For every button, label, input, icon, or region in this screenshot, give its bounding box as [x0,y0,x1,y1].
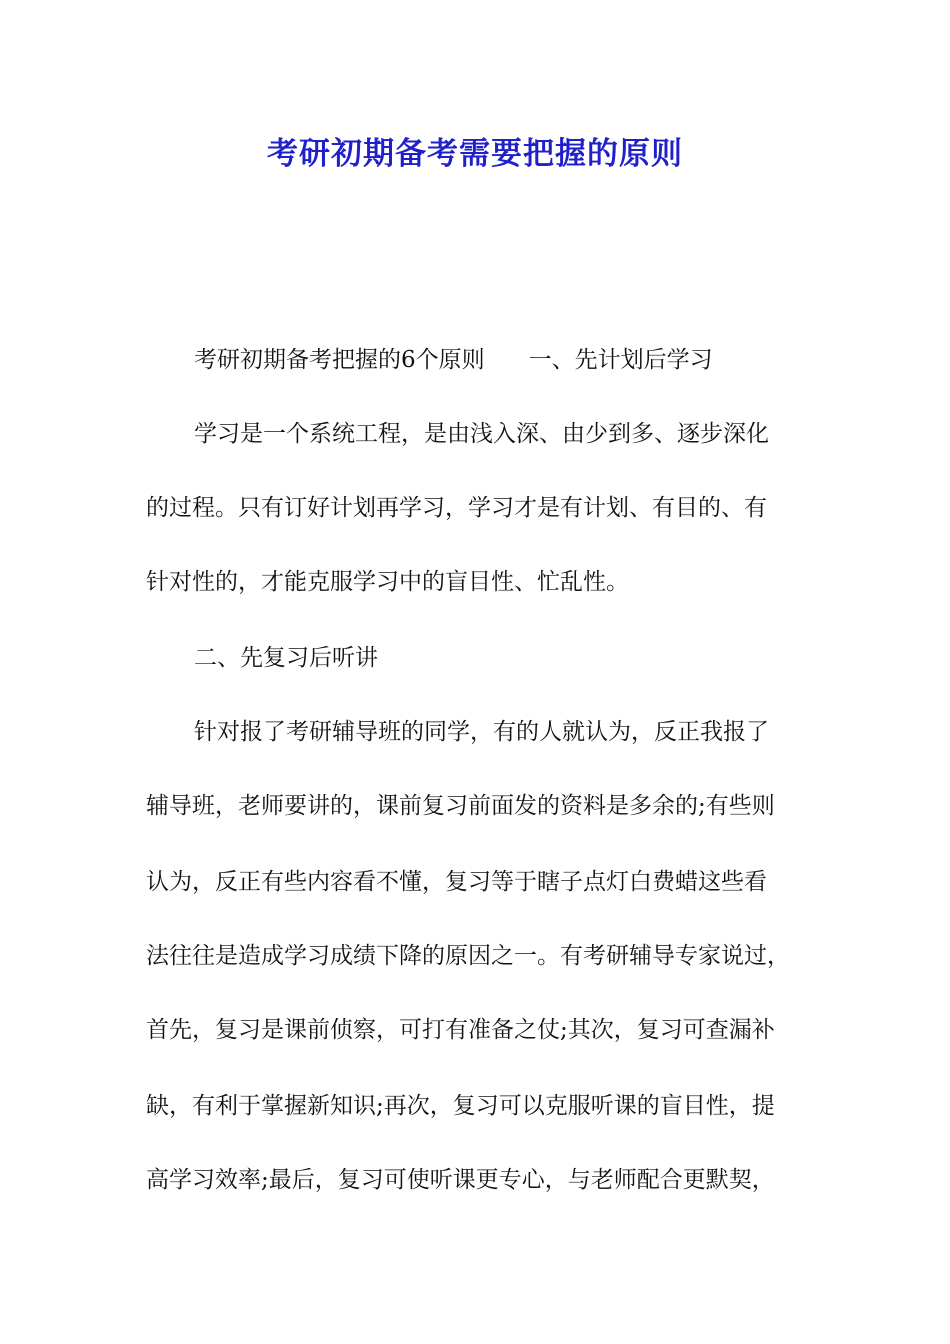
paragraph-line: 缺，有利于掌握新知识;再次，复习可以克服听课的盲目性，提 [146,1093,775,1119]
paragraph-line: 的过程。只有订好计划再学习，学习才是有计划、有目的、有 [146,495,767,521]
document-title: 考研初期备考需要把握的原则 [267,136,683,172]
section-heading: 一、先计划后学习 [528,347,713,373]
intro-text: 考研初期备考把握的6个原则 [194,347,485,373]
section-heading: 二、先复习后听讲 [194,645,378,671]
paragraph-line: 针对报了考研辅导班的同学，有的人就认为，反正我报了 [194,719,769,745]
paragraph-line: 学习是一个系统工程，是由浅入深、由少到多、逐步深化 [194,421,769,447]
paragraph-line [194,340,713,380]
paragraph-line: 针对性的，才能克服学习中的盲目性、忙乱性。 [146,569,629,595]
paragraph-line: 认为，反正有些内容看不懂，复习等于瞎子点灯白费蜡这些看 [146,869,767,895]
paragraph-line: 首先，复习是课前侦察，可打有准备之仗;其次，复习可查漏补 [146,1017,775,1043]
paragraph-line: 辅导班，老师要讲的，课前复习前面发的资料是多余的;有些则 [146,793,775,819]
paragraph-line: 法往往是造成学习成绩下降的原因之一。有考研辅导专家说过， [146,943,790,969]
paragraph-line: 高学习效率;最后，复习可使听课更专心，与老师配合更默契， [146,1167,775,1193]
